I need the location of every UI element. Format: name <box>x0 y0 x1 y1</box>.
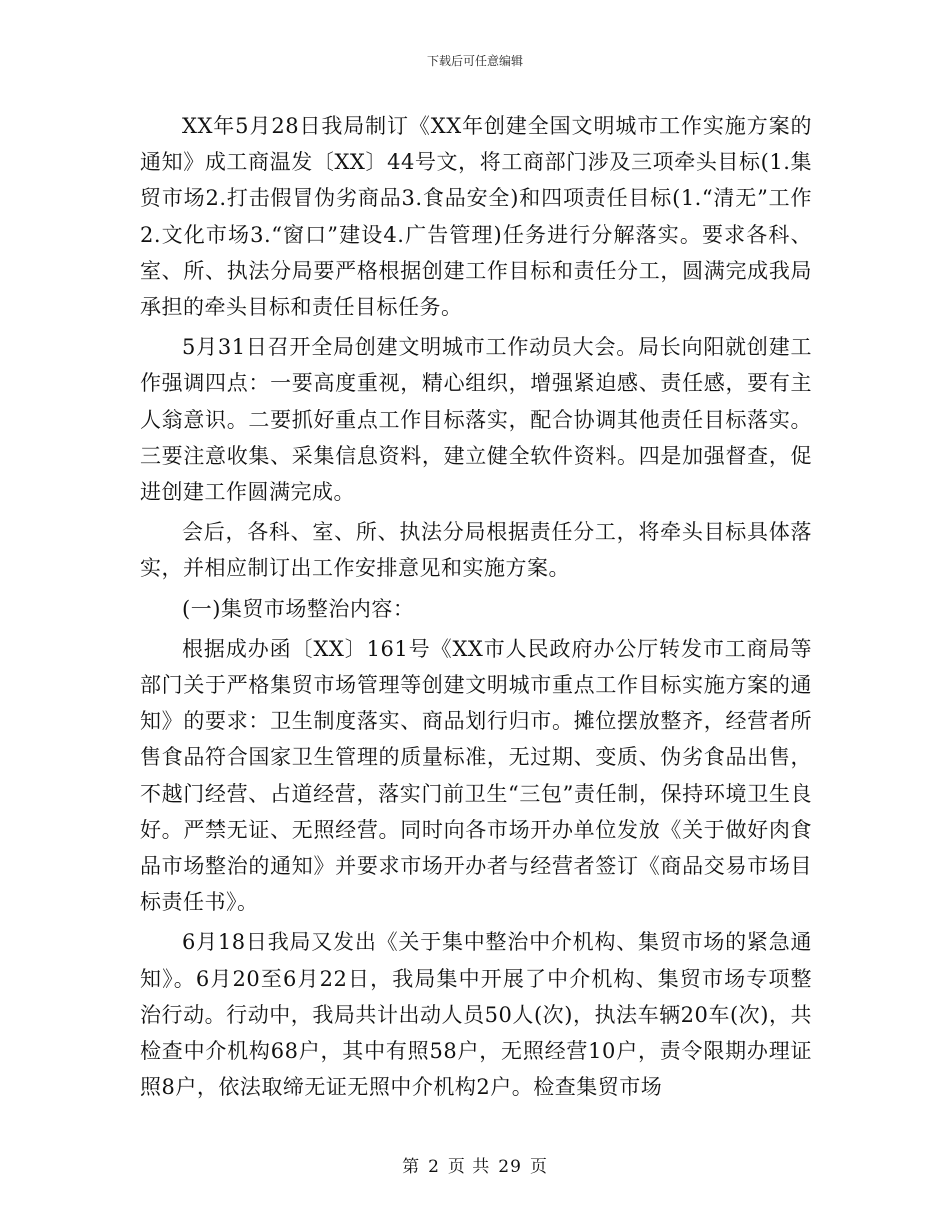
section-heading: (一)集贸市场整治内容： <box>182 596 415 621</box>
document-body <box>140 108 812 1109</box>
paragraph: 会后，各科、室、所、执法分局根据责任分工，将牵头目标具体落实，并相应制订出工作安排意见和实施方案。 <box>140 520 812 581</box>
paragraph: XX年5月28日我局制订《XX年创建全国文明城市工作实施方案的通知》成工商温发〔XX〕44号文，将工商部门涉及三项牵头目标(1.集贸市场2.打击假冒伪劣商品3.食品安全)和四项责任目标(1.“清无”工作2.文化市场3.“窗口”建设4.广告管理)任务进行分解落实。要求各科、室、所、执法分局要严格根据创建工作目标和责任分工，圆满完成我局承担的牵头目标和责任目标任务。 <box>140 114 812 320</box>
page-footer <box>0 1152 950 1177</box>
page-middle: 页 共 <box>447 1157 491 1177</box>
page-total: 29 <box>498 1157 522 1177</box>
page-number: 2 <box>428 1157 440 1177</box>
paragraph: 5月31日召开全局创建文明城市工作动员大会。局长向阳就创建工作强调四点：一要高度重视，精心组织，增强紧迫感、责任感，要有主人翁意识。二要抓好重点工作目标落实，配合协调其他责任目标落实。三要注意收集、采集信息资料，建立健全软件资料。四是加强督查，促进创建工作圆满完成。 <box>140 335 812 505</box>
page-prefix: 第 <box>402 1157 421 1177</box>
page-header: 下载后可任意编辑 <box>426 54 523 68</box>
paragraph: 根据成办函〔XX〕161号《XX市人民政府办公厅转发市工商局等部门关于严格集贸市场管理等创建文明城市重点工作目标实施方案的通知》的要求：卫生制度落实、商品划行归市。摊位摆放整齐，经营者所售食品符合国家卫生管理的质量标准，无过期、变质、伪劣食品出售，不越门经营、占道经营，落实门前卫生“三包”责任制，保持环境卫生良好。严禁无证、无照经营。同时向各市场开办单位发放《关于做好肉食品市场整治的通知》并要求市场开办者与经营者签订《商品交易市场目标责任书》。 <box>140 636 812 915</box>
page-suffix: 页 <box>529 1157 548 1177</box>
paragraph: 6月18日我局又发出《关于集中整治中介机构、集贸市场的紧急通知》。6月20至6月22日，我局集中开展了中介机构、集贸市场专项整治行动。行动中，我局共计出动人员50人(次)，执法车辆20车(次)，共检查中介机构68户，其中有照58户，无照经营10户，责令限期办理证照8户，依法取缔无证无照中介机构2户。检查集贸市场 <box>140 930 812 1100</box>
